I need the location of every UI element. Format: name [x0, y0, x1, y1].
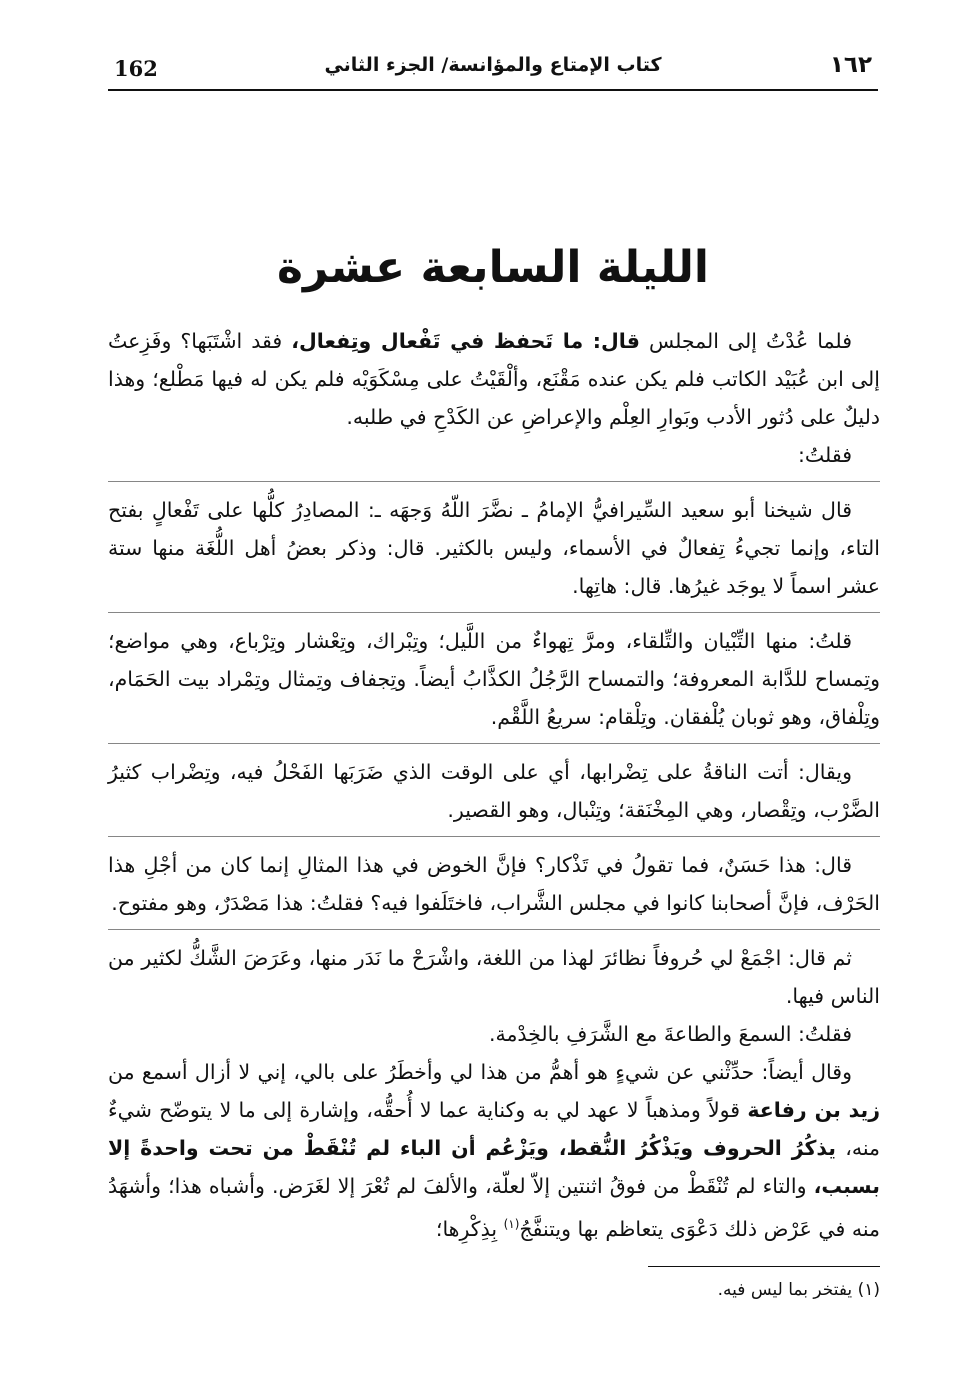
paragraph-4: قلتُ: منها التِّبْيان والتِّلقاء، ومرَّ تِهواءٌ من اللَّيل؛ وتِبْراك، وتِعْشار وتِرْباع، وهي مواضع؛ وتِمساح للدَّابة المعروفة؛ والتمساح الرَّجُلُ الكذَّابُ أيضاً. وتِجفاف وتِمثال وتِمْراد بيت الحَمَام، وتِلْفاق، وهو ثوبان يُلْفقان. وتِلْقام: سريعُ اللَّقْم. — [108, 629, 880, 729]
footnote-marker: (١) — [857, 1280, 880, 1300]
paragraph-separator — [108, 481, 880, 483]
paragraph-8: فقلتُ: السمعَ والطاعةَ مع الشَّرَفِ بالخِدْمة. — [488, 1022, 852, 1046]
paragraph-separator — [108, 612, 880, 614]
text-run: والتاء لم تُنْقَطْ من فوقُ اثنتين إلاّ لعلّة، والألفَ لم تُعْرَ إلا لغَرَض. وأشباه هذا؛ وأشهَدُ منه في عَرْض ذلك دَعْوَى يتعاظم بها ويتنفَّجُ — [108, 1174, 880, 1241]
text-run: فقد اشْتَبَها؟ وفَزِعتُ إلى ابن عُبَيْد الكاتب فلم يكن عنده مَقْنَع، وألْقَيْتُ على مِسْكَوَيْه فلم يكن له فيها مَطْلع؛ وهذا دليلٌ على دُثور الأدب وبَوارِ العِلْم والإعراضِ عن الكَدْحِ في طلبه. — [108, 329, 880, 429]
page-number-arabic: ١٦٢ — [829, 52, 872, 78]
text-run: بِذِكْرِها؛ — [435, 1216, 504, 1241]
chapter-title: الليلة السابعة عشرة — [277, 242, 709, 293]
page-header — [108, 48, 878, 88]
text-run: قولاً ومذهباً لا عهد لي به وكناية عما لا أُحقُّه، وإشارة إلى ما لا يتوضّح شيءٌ منه، — [108, 1098, 880, 1160]
paragraph-6: قال: هذا حَسَنٌ، فما تقولُ في تَذْكار؟ فإنَّ الخوض في هذا المثالِ إنما كان من أجْلِ هذا الحَرْف، فإنَّ أصحابنا كانوا في مجلس الشَّراب، فاختَلَفوا فيه؟ فقلتُ: هذا مَصْدَرٌ، وهو مفتوح. — [108, 853, 880, 915]
text-run: وقال أيضاً: حدِّثْني عن شيءٍ هو أهمُّ من هذا لي وأخطَرُ على بالي، إني لا أزال أسمع من — [108, 1060, 852, 1084]
header-rule — [108, 89, 878, 91]
running-title: كتاب الإمتاع والمؤانسة/ الجزء الثاني — [324, 54, 662, 76]
paragraph-7: ثم قال: اجْمَعْ لي حُروفاً نظائرَ لهذا من اللغة، واشْرَحْ ما نَدَر منها، وعَرَضَ الشَّكُّ لكثير من الناس فيها. — [108, 946, 880, 1008]
paragraph-2: فقلتُ: — [798, 443, 852, 467]
body-text — [108, 322, 880, 1248]
text-run: فلما عُدْتُ إلى المجلس — [639, 329, 852, 353]
paragraph-separator — [108, 743, 880, 745]
footnote-reference: (١) — [503, 1217, 520, 1231]
paragraph-5: ويقال: أتت الناقةُ على تِضْرابها، أي على الوقت الذي ضَرَبَها الفَحْلُ فيه، وتِضْراب كثيرُ الضَّرْب، وتِقْصار، وهي المِخْنَقة؛ وتِنْبال، وهو القصير. — [108, 760, 880, 822]
footnote-text: يفتخر بما ليس فيه. — [717, 1280, 853, 1300]
page-number-latin: 162 — [114, 56, 158, 81]
paragraph-separator — [108, 836, 880, 838]
paragraph-9 — [108, 1053, 880, 1248]
bold-text-run: يذكُرُ الحروف ويَذْكُرُ النُّقط، ويَزْعُم أن الباء لم تُنْقَطْ من تحت واحدةً إلا بسبب، — [108, 1136, 880, 1198]
paragraph-3: قال شيخنا أبو سعيد السِّيرافيُّ الإمامُ ـ نضَّرَ اللّهُ وَجهَه ـ: المصادِرُ كلُّها على تَفْعالٍ بفتح التاء، وإنما تجيءُ تِفعالٌ في الأسماء، وليس بالكثير. قال: وذكر بعضُ أهل اللُّغَة منها ستة عشر اسماً لا يوجَد غيرُها. قال: هاتِها. — [108, 498, 880, 598]
bold-text-run: زيد بن رفاعة — [747, 1098, 880, 1122]
footnote-rule — [648, 1266, 880, 1267]
paragraph-separator — [108, 929, 880, 931]
footnote — [420, 1275, 880, 1305]
bold-text-run: قال: ما تَحفظ في تَفْعال وتِفعال، — [291, 329, 640, 353]
paragraph-1 — [108, 322, 880, 436]
